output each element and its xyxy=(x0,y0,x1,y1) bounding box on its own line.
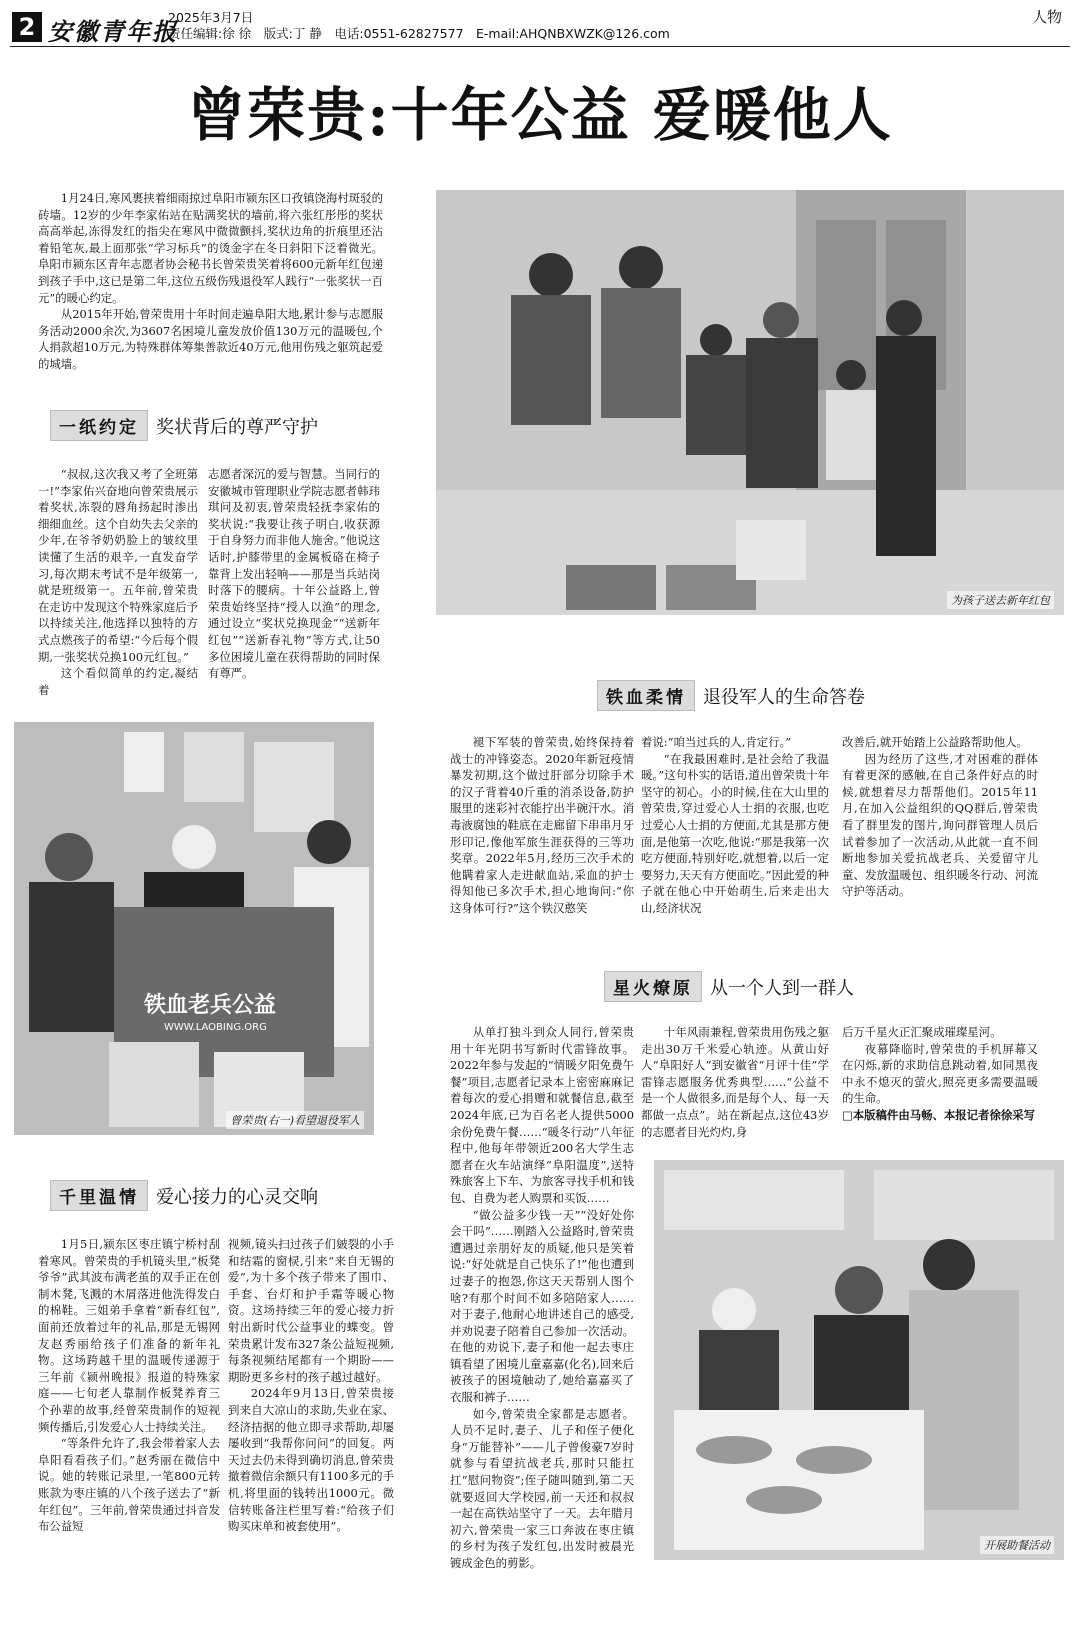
section-tag: 千里温情 xyxy=(50,1180,148,1211)
section2-column-2 xyxy=(641,734,829,917)
section3-column-2 xyxy=(641,1024,829,1140)
paragraph: “叔叔,这次我又考了全班第一!”李家佑兴奋地向曾荣贵展示着奖状,冻裂的唇角扬起时渗出细细血丝。这个自幼失去父亲的少年,在爷爷奶奶脸上的皱纹里读懂了生活的艰辛,一直发奋学习,每次期末考试不是年级第一,就是班级第一。五年前,曾荣贵在走访中发现这个特殊家庭后予以持续关注,他选择以独特的方式点燃孩子的希望:“今后每个假期,一张奖状兑换100元红包。” xyxy=(38,467,198,664)
section4-column-2 xyxy=(228,1236,394,1535)
paragraph: “做公益多少钱一天”“没好处你会干吗”……刚踏入公益路时,曾荣贵遭遇过亲朋好友的质疑,他只是笑着说:“好处就是自己快乐了!”他也遭到过妻子的抱怨,你这天天帮别人图个啥?有那个时间不如多陪陪家人……对于妻子,他耐心地讲述自己的感受,并劝说妻子陪着自己参加一次活动。在他的劝说下,妻子和他一起去枣庄镇看望了困境儿童嘉嘉(化名),回来后被孩子的困境触动了,她给嘉嘉买了衣服和裤子…… xyxy=(450,1207,634,1405)
paper-name-logo: 安徽青年报 xyxy=(48,17,178,46)
section-label: 人物 xyxy=(1031,8,1062,26)
section1-column-1 xyxy=(38,466,198,698)
page-number: 2 xyxy=(12,12,42,42)
section-title: 奖状背后的尊严守护 xyxy=(156,416,318,438)
photo-caption: 为孩子送去新年红包 xyxy=(947,591,1054,609)
masthead-rule xyxy=(10,46,1070,47)
article-credit: □本版稿件由马畅、本报记者徐徐采写 xyxy=(842,1107,1036,1122)
photo-visiting-veterans xyxy=(14,722,374,1135)
banner-url: WWW.LAOBING.ORG xyxy=(164,1022,267,1033)
intro-paragraph: 1月24日,寒风裹挟着细雨掠过阜阳市颍东区口孜镇饶海村斑驳的砖墙。12岁的少年李家佑站在贴满奖状的墙前,将六张红彤彤的奖状高高举起,冻得发红的指尖在寒风中微微颤抖,奖状边角的折痕里还沾着铅笔灰,最上面那张“学习标兵”的烫金字在冬日斜阳下泛着微光。阜阳市颍东区青年志愿者协会秘书长曾荣贵笑着将600元新年红包递到孩子手中,这已是第二年,这位五级伤残退役军人践行“一张奖状一百元”的暖心约定。 xyxy=(38,191,383,305)
paragraph: 从单打独斗到众人同行,曾荣贵用十年光阴书写新时代雷锋故事。2022年参与发起的“情暖夕阳免费午餐”项目,志愿者记录本上密密麻麻记着每次的爱心捐赠和就餐信息,截至2024年底,已为百名老人提供5000余份免费午餐……“暖冬行动”八年征程中,他每年带领近200名大学生志愿者在火车站演绎“阜阳温度”,送特殊旅客上下车、为旅客寻找手机和钱包、自费为老人购票和买饭…… xyxy=(450,1025,634,1205)
paragraph: “在我最困难时,是社会给了我温暖。”这句朴实的话语,道出曾荣贵十年坚守的初心。小的时候,住在大山里的曾荣贵,穿过爱心人士捐的衣服,也吃过爱心人士捐的方便面,尤其是那方便面,是他第一次吃,他说:“那是我第一次吃方便面,特别好吃,就想着,以后一定要努力,天天有方便面吃。”因此爱的种子就在他心中开始萌生,后来走出大山,经济状况 xyxy=(641,751,829,915)
section2-column-3 xyxy=(842,734,1038,900)
paragraph: 因为经历了这些,才对困难的群体有着更深的感触,在自己条件好点的时候,就想着尽力帮帮他们。2015年11月,在加入公益组织的QQ群后,曾荣贵看了群里发的图片,询问群管理人员后试着参加了一次活动,从此就一直不间断地参加关爱抗战老兵、关爱留守儿童、发放温暖包、组织暖冬行动、河流守护等活动。 xyxy=(842,751,1038,899)
paragraph: 褪下军装的曾荣贵,始终保持着战士的冲锋姿态。2020年新冠疫情暴发初期,这个做过肝部分切除手术的汉子背着40斤重的消杀设备,防护服里的迷彩衬衣能拧出半碗汗水。消毒液腐蚀的鞋底在走廊留下串串月牙形印记,像他军旅生涯获得的三等功奖章。2022年5月,经历三次手术的他瞒着家人走进献血站,采血的护士得知他已多次手术,担心地询问:“你这身体可行?”这个铁汉憨笑 xyxy=(450,735,634,915)
section2-column-1 xyxy=(450,734,634,917)
section1-column-2 xyxy=(208,466,380,682)
paragraph: 2024年9月13日,曾荣贵接到来自大凉山的求助,失业在家、经济拮据的他立即寻求帮助,却屡屡收到“我帮你问问”的回复。两天过去仍未得到确切消息,曾荣贵撤着微信余额只有1100多元的手机,将里面的钱转出1000元。微信转账备注栏里写着:“给孩子们购买床单和被套使用”。 xyxy=(228,1386,394,1534)
photo-illustration xyxy=(14,722,374,1135)
section-tag: 星火燎原 xyxy=(604,971,702,1002)
section-heading-1 xyxy=(50,410,318,441)
section-heading-3 xyxy=(604,971,854,1002)
issue-date: 2025年3月7日 xyxy=(168,10,254,25)
paragraph: 十年风雨兼程,曾荣贵用伤残之躯走出30万千米爱心轨迹。从黄山好人“阜阳好人”到安徽省“月评十佳”学雷锋志愿服务优秀典型……“公益不是一个人做很多,而是每个人、每一天都做一点点”。站在新起点,这位43岁的志愿者目光灼灼,身 xyxy=(641,1025,829,1139)
photo-meal-assistance xyxy=(654,1160,1064,1560)
paragraph: “等条件允许了,我会带着家人去阜阳看看孩子们。”赵秀丽在微信中说。她的转账记录里,一笔800元转账款为枣庄镇的八个孩子送去了“新年红包”。三年前,曾荣贵通过抖音发布公益短 xyxy=(38,1436,220,1534)
paragraph: 这个看似简单的约定,凝结着 xyxy=(38,666,198,697)
editor-info: 责任编辑:徐 徐 版式:丁 静 电话:0551-62827577 E-mail:AHQNBXWZK@126.com xyxy=(168,26,670,41)
intro-paragraph: 从2015年开始,曾荣贵用十年时间走遍阜阳大地,累计参与志愿服务活动2000余次,为3607名困境儿童发放价值130万元的温暖包,个人捐款超10万元,为特殊群体筹集善款近40万元,他用伤残之躯筑起爱的城墙。 xyxy=(38,307,383,371)
photo-caption: 开展助餐活动 xyxy=(980,1536,1054,1554)
photo-illustration xyxy=(654,1160,1064,1560)
paragraph: 如今,曾荣贵全家都是志愿者。人员不足时,妻子、儿子和侄子便化身“万能替补”——儿子曾俊豪7岁时就参与看望抗战老兵,那时只能扛扛“慰问物资”;侄子随叫随到,第二天就要返回大学校园,前一天还和叔叔一起在高铁站坚守了一天。去年腊月初六,曾荣贵一家三口奔波在枣庄镇的乡村为孩子发红包,出发时被晨光镀成金色的剪影。 xyxy=(450,1406,634,1570)
section-heading-4 xyxy=(50,1180,318,1211)
section3-column-3 xyxy=(842,1024,1038,1124)
section-tag: 一纸约定 xyxy=(50,410,148,441)
photo-illustration xyxy=(436,190,1064,615)
section-title: 爱心接力的心灵交响 xyxy=(156,1186,318,1208)
paragraph: 视频,镜头扫过孩子们皴裂的小手和结霜的窗棂,引来“来自无锡的爱”,为十多个孩子带来了围巾、手套、台灯和护手霜等暖心物资。这场持续三年的爱心接力折射出新时代公益事业的蝶变。曾荣贵累计发布327条公益短视频,每条视频结尾都有一个期盼——期盼更多乡村的孩子越过越好。 xyxy=(228,1237,394,1384)
photo-caption: 曾荣贵(右一)看望退役军人 xyxy=(226,1111,364,1129)
section-title: 从一个人到一群人 xyxy=(710,977,854,999)
section-heading-2 xyxy=(597,680,865,711)
section4-column-1 xyxy=(38,1236,220,1535)
paragraph: 志愿者深沉的爱与智慧。当同行的安徽城市管理职业学院志愿者韩玮琪问及初衷,曾荣贵轻抚李家佑的奖状说:“我要让孩子明白,收获源于自身努力而非他人施舍。”他说这话时,护膝带里的金属板硌在椅子靠背上发出轻响——那是当兵站岗时落下的腰病。十年公益路上,曾荣贵始终坚持“授人以渔”的理念,通过设立“奖状兑换现金”“送新年红包”“送新春礼物”等方式,让50多位困境儿童在获得帮助的同时保有尊严。 xyxy=(208,467,380,681)
paragraph: 着说:“咱当过兵的人,肯定行。” xyxy=(641,735,792,749)
intro-text xyxy=(38,190,383,373)
paragraph: 改善后,就开始踏上公益路帮助他人。 xyxy=(842,735,1028,749)
section3-column-1 xyxy=(450,1024,634,1572)
paragraph: 夜幕降临时,曾荣贵的手机屏幕又在闪烁,新的求助信息跳动着,如同黑夜中永不熄灭的萤火,照亮更多需要温暖的生命。 xyxy=(842,1041,1038,1106)
headline: 曾荣贵:十年公益 爱暖他人 xyxy=(187,81,893,149)
section-title: 退役军人的生命答卷 xyxy=(703,686,865,708)
photo-new-year-red-envelope xyxy=(436,190,1064,615)
paragraph: 后万千星火正汇聚成璀璨星河。 xyxy=(842,1025,1002,1039)
paragraph: 1月5日,颍东区枣庄镇宁桥村刮着寒风。曾荣贵的手机镜头里,“板凳爷爷”武其波布满老茧的双手正在创制木凳,飞溅的木屑落进他洗得发白的棉鞋。三姐弟手拿着“新春红包”,面前还放着过年的礼品,那是无锡网友赵秀丽给孩子们准备的新年礼物。这场跨越千里的温暖传递源于三年前《颍州晚报》报道的特殊家庭——七旬老人靠制作板凳养育三个孙辈的故事,经曾荣贵制作的短视频传播后,引发爱心人士持续关注。 xyxy=(38,1237,220,1434)
banner-text: 铁血老兵公益 xyxy=(144,993,277,1018)
section-tag: 铁血柔情 xyxy=(597,680,695,711)
